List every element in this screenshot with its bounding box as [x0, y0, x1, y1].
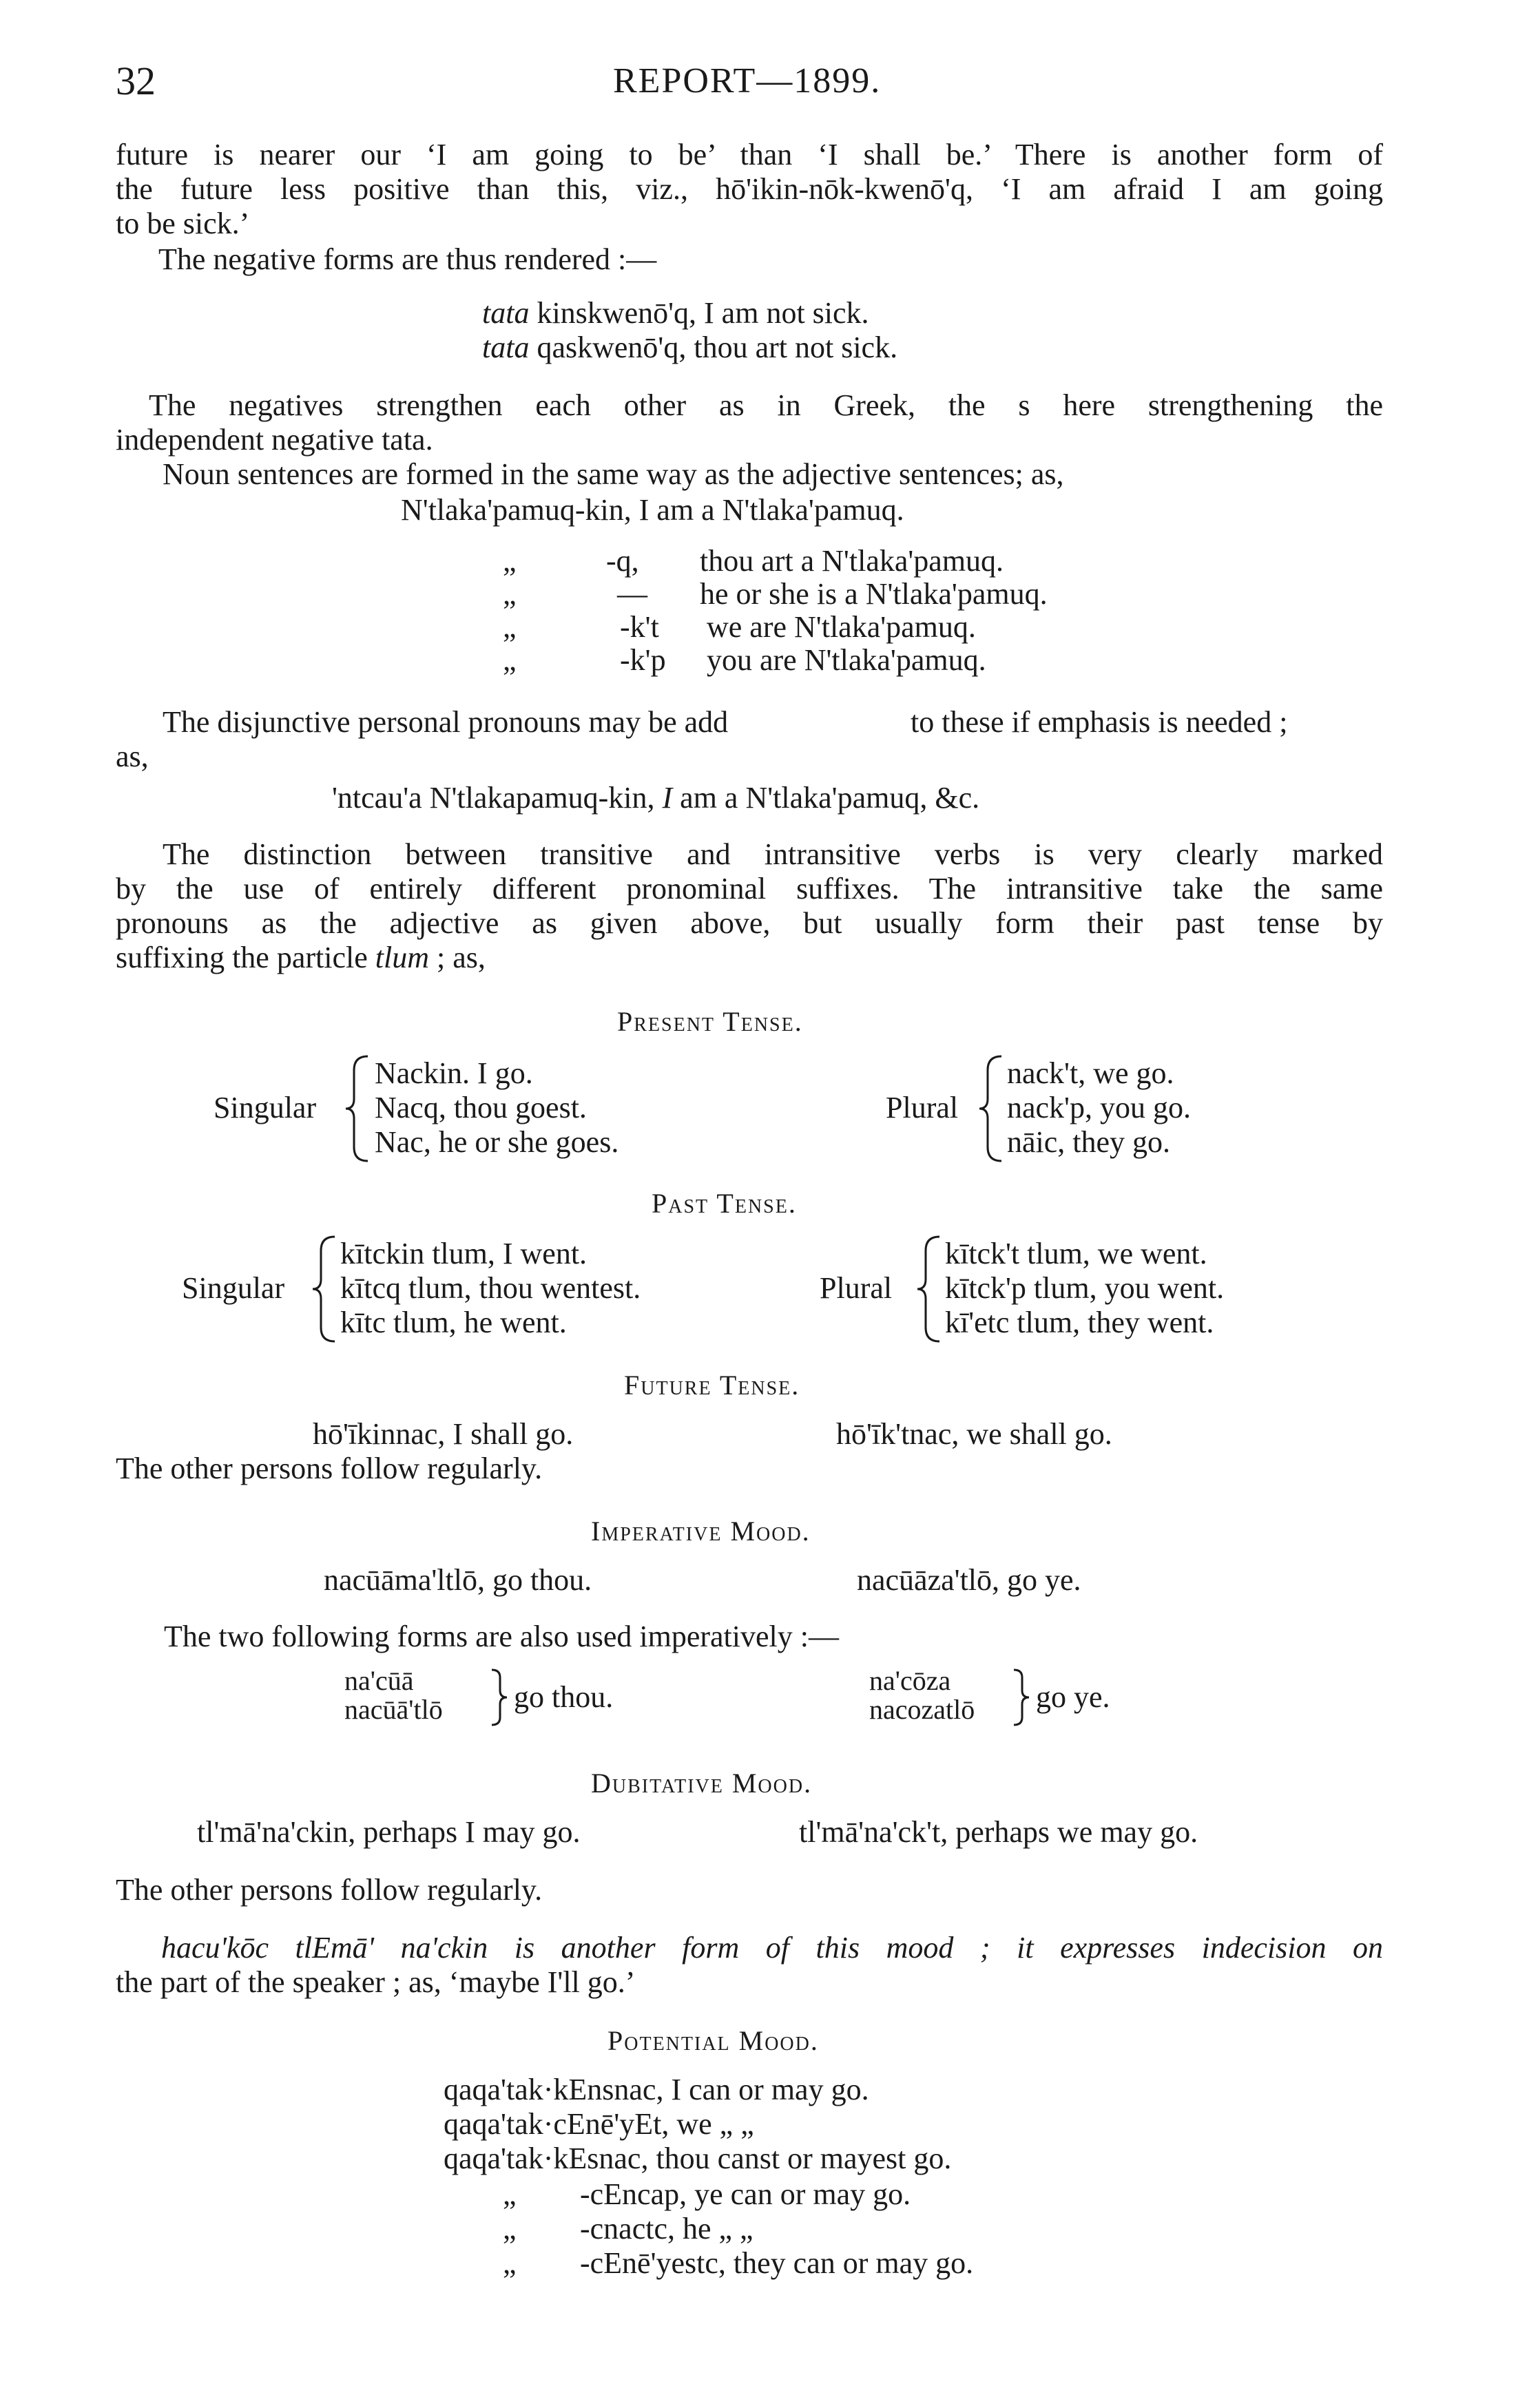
dubitative-paragraph [116, 1931, 1383, 2000]
past-singular-form: kītc tlum, he went. [340, 1306, 567, 1339]
distinction-line: pronouns as the adjective as given above, but usually form their past tense by [116, 906, 1383, 940]
distinction-line: The distinction between transitive and intransitive verbs is very clearly marked [163, 837, 1383, 871]
intro-line: future is nearer our ‘I am going to be’ than ‘I shall be.’ There is another form of [116, 138, 1383, 171]
potential-form: qaqa'tak·kEnsnac, I can or may go. [444, 2073, 869, 2106]
singular-label: Singular [214, 1091, 317, 1124]
potential-form: -cEnē'yestc, they can or may go. [580, 2246, 974, 2280]
running-title: REPORT—1899. [613, 61, 882, 101]
present-plural-form: nack't, we go. [1007, 1056, 1174, 1090]
negative-intro: The negative forms are thus rendered :— [158, 242, 657, 276]
right-brace-icon [1011, 1668, 1032, 1727]
negative-example: tata qaskwenō'q, thou art not sick. [482, 331, 898, 364]
present-plural-form: nack'p, you go. [1007, 1091, 1191, 1124]
future-form: hō'īkinnac, I shall go. [313, 1417, 574, 1451]
gloss: you are N'tlaka'pamuq. [707, 643, 986, 677]
dubitative-form: tl'mā'na'ck't, perhaps we may go. [799, 1815, 1198, 1849]
present-singular-form: Nacq, thou goest. [375, 1091, 587, 1124]
strengthen-line: The negatives strengthen each other as in Greek, the s here strengthening the [149, 388, 1383, 422]
suffix: — [617, 577, 647, 611]
present-singular-form: Nackin. I go. [375, 1056, 533, 1090]
dubitative-note: The other persons follow regularly. [116, 1873, 543, 1907]
intro-paragraph [116, 138, 1383, 241]
dubitative-line: the part of the speaker ; as, ‘maybe I'll go.’ [116, 1965, 636, 1999]
ditto-mark: „ [503, 610, 517, 644]
ditto-mark: „ [503, 544, 517, 578]
imperative-alt-gloss: go thou. [514, 1680, 614, 1714]
disjunctive-line: as, [116, 740, 149, 773]
past-singular-form: kītcq tlum, thou wentest. [340, 1271, 641, 1305]
past-plural-form: kītck't tlum, we went. [945, 1237, 1207, 1270]
imperative-alt-gloss: go ye. [1036, 1680, 1110, 1714]
past-plural-form: kītck'p tlum, you went. [945, 1271, 1225, 1305]
distinction-line: suffixing the particle tlum ; as, [116, 941, 486, 974]
page-number: 32 [116, 59, 156, 103]
future-note: The other persons follow regularly. [116, 1452, 543, 1485]
potential-form: -cnactc, he „ „ [580, 2212, 754, 2245]
right-brace-icon [489, 1668, 510, 1727]
intro-line: to be sick.’ [116, 207, 250, 240]
dubitative-mood-heading: Dubitative Mood. [591, 1768, 813, 1799]
potential-mood-heading: Potential Mood. [607, 2025, 819, 2056]
present-singular-form: Nac, he or she goes. [375, 1125, 619, 1159]
gloss: we are N'tlaka'pamuq. [707, 610, 976, 644]
future-tense-heading: Future Tense. [624, 1370, 800, 1401]
imperative-form: nacūāza'tlō, go ye. [857, 1563, 1081, 1597]
present-tense-heading: Present Tense. [617, 1006, 803, 1037]
disjunctive-line: The disjunctive personal pronouns may be add [163, 705, 729, 739]
distinction-paragraph [116, 837, 1383, 975]
imperative-alt-form: nacūā'tlō [344, 1694, 443, 1725]
suffix: -k't [620, 610, 659, 644]
noun-example: N'tlaka'pamuq-kin, I am a N'tlaka'pamuq. [401, 493, 904, 527]
singular-label: Singular [182, 1271, 285, 1305]
suffix: -k'p [620, 643, 666, 677]
distinction-line: by the use of entirely different pronominal suffixes. The intransitive take the same [116, 872, 1383, 905]
imperative-alt-form: na'cōza [869, 1665, 951, 1696]
imperative-mood-heading: Imperative Mood. [591, 1516, 811, 1547]
strengthen-line: independent negative tata. [116, 423, 433, 457]
past-singular-form: kītckin tlum, I went. [340, 1237, 588, 1270]
potential-form: qaqa'tak·cEnē'yEt, we „ „ [444, 2107, 754, 2141]
plural-label: Plural [820, 1271, 893, 1305]
left-brace-icon [916, 1234, 944, 1344]
disjunctive-example: 'ntcau'a N'tlakapamuq-kin, I am a N'tlaka'pamuq, &c. [332, 781, 980, 815]
suffix: -q, [606, 544, 639, 578]
future-form: hō'īk'tnac, we shall go. [836, 1417, 1112, 1451]
gloss: he or she is a N'tlaka'pamuq. [700, 577, 1048, 611]
ditto-mark: „ [503, 2212, 517, 2245]
imperative-note: The two following forms are also used imperatively :— [164, 1620, 839, 1653]
potential-form: qaqa'tak·kEsnac, thou canst or mayest go. [444, 2142, 952, 2175]
left-brace-icon [311, 1234, 339, 1344]
negative-example: tata kinskwenō'q, I am not sick. [482, 296, 869, 330]
ditto-mark: „ [503, 2246, 517, 2280]
ditto-mark: „ [503, 577, 517, 611]
present-plural-form: nāic, they go. [1007, 1125, 1171, 1159]
past-tense-heading: Past Tense. [652, 1188, 797, 1219]
ditto-mark: „ [503, 2177, 517, 2211]
disjunctive-line: to these if emphasis is needed ; [911, 705, 1288, 739]
dubitative-form: tl'mā'na'ckin, perhaps I may go. [197, 1815, 581, 1849]
past-plural-form: kī'etc tlum, they went. [945, 1306, 1214, 1339]
intro-line: the future less positive than this, viz., hō'ikin-nōk-kwenō'q, ‘I am afraid I am going [116, 172, 1383, 206]
gloss: thou art a N'tlaka'pamuq. [700, 544, 1004, 578]
left-brace-icon [978, 1054, 1006, 1164]
ditto-mark: „ [503, 643, 517, 677]
imperative-form: nacūāma'ltlō, go thou. [324, 1563, 592, 1597]
imperative-alt-form: na'cūā [344, 1665, 414, 1696]
noun-line: Noun sentences are formed in the same way as the adjective sentences; as, [163, 457, 1064, 491]
noun-paragraph [116, 457, 1383, 492]
dubitative-line: hacu'kōc tlEmā' na'ckin is another form of this mood ; it expresses indecision on [161, 1931, 1383, 1965]
plural-label: Plural [886, 1091, 959, 1124]
potential-form: -cEncap, ye can or may go. [580, 2177, 911, 2211]
left-brace-icon [344, 1054, 372, 1164]
strengthen-paragraph [116, 388, 1383, 457]
imperative-alt-form: nacozatlō [869, 1694, 975, 1725]
